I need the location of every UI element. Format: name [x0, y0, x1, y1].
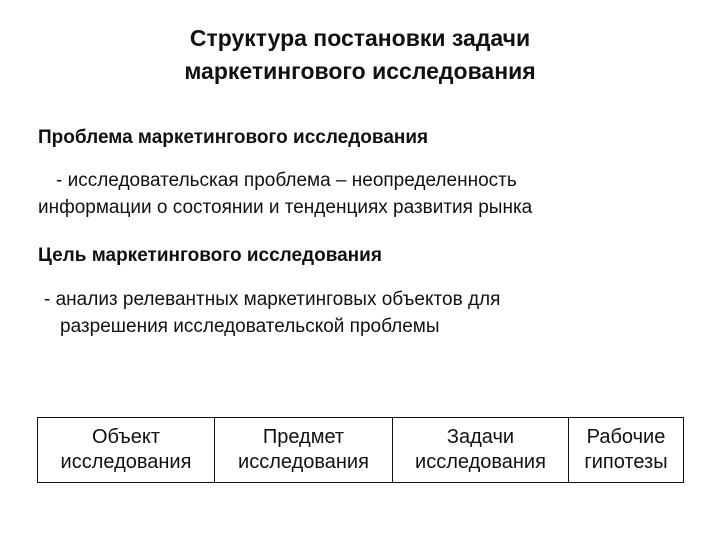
box-research-subject-line-1: Предмет — [262, 426, 345, 448]
box-working-hypotheses — [569, 418, 683, 482]
goal-description — [44, 286, 500, 340]
slide-title-line-1: Структура постановки задачи — [189, 25, 531, 51]
box-research-subject-line-2: исследования — [238, 451, 369, 473]
problem-description — [38, 167, 532, 221]
goal-heading: Цель маркетингового исследования — [38, 245, 382, 266]
box-research-object-line-1: Объект — [91, 426, 161, 448]
slide-title-line-2: маркетингового исследования — [184, 58, 536, 84]
box-research-tasks — [393, 418, 569, 482]
box-research-tasks-line-2: исследования — [415, 451, 546, 473]
problem-description-line-1: - исследовательская проблема – неопределенность — [56, 170, 517, 191]
box-research-object-line-2: исследования — [60, 451, 192, 473]
structure-boxes — [37, 417, 684, 483]
box-research-subject — [215, 418, 393, 482]
box-research-object — [38, 418, 215, 482]
problem-heading: Проблема маркетингового исследования — [38, 127, 429, 148]
goal-description-line-2: разрешения исследовательской проблемы — [60, 316, 440, 337]
slide-title — [0, 22, 720, 88]
problem-description-line-2: информации о состоянии и тенденциях развития рынка — [38, 197, 533, 218]
box-working-hypotheses-line-2: гипотезы — [584, 451, 668, 473]
box-working-hypotheses-line-1: Рабочие — [586, 426, 666, 448]
goal-description-line-1: - анализ релевантных маркетинговых объектов для — [44, 289, 501, 310]
box-research-tasks-line-1: Задачи — [446, 426, 515, 448]
